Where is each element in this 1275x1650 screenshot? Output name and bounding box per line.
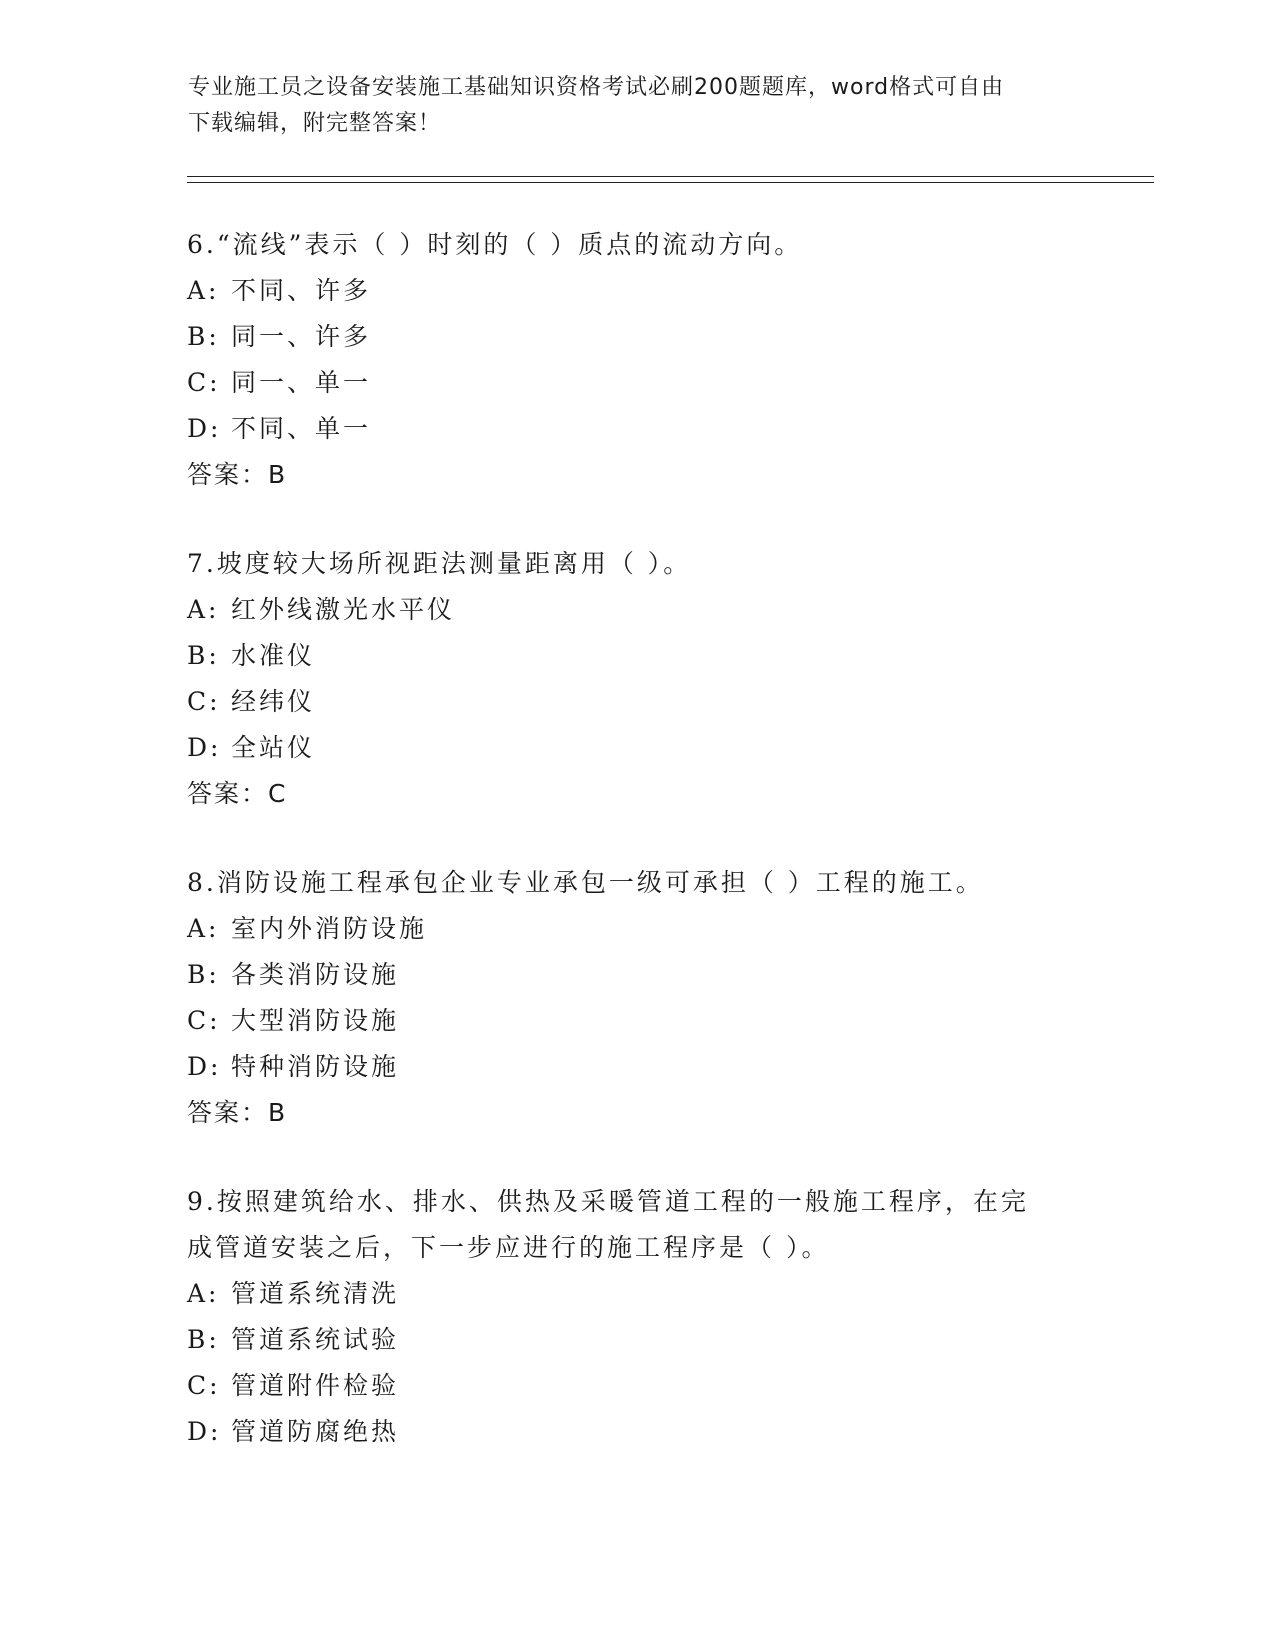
option-text: 特种消防设施 bbox=[231, 1052, 400, 1081]
header-line-1: 专业施工员之设备安装施工基础知识资格考试必刷200题题库，word格式可自由 bbox=[188, 75, 1005, 100]
option-key: D: bbox=[187, 1417, 222, 1446]
option-b bbox=[187, 633, 1087, 679]
header-divider-bottom bbox=[187, 182, 1154, 183]
option-c bbox=[187, 998, 1087, 1044]
option-text: 管道防腐绝热 bbox=[231, 1417, 400, 1446]
question-7 bbox=[187, 541, 1087, 817]
option-c bbox=[187, 1363, 1087, 1409]
option-a bbox=[187, 268, 1087, 314]
option-text: 管道系统清洗 bbox=[231, 1279, 400, 1308]
option-key: D: bbox=[187, 414, 222, 443]
option-a bbox=[187, 587, 1087, 633]
question-6 bbox=[187, 222, 1087, 498]
option-text: 不同、许多 bbox=[231, 276, 372, 305]
option-key: A: bbox=[187, 914, 220, 943]
option-key: C: bbox=[187, 687, 221, 716]
question-9 bbox=[187, 1179, 1087, 1455]
option-text: 不同、单一 bbox=[231, 414, 372, 443]
option-d bbox=[187, 406, 1087, 452]
option-key: C: bbox=[187, 368, 221, 397]
option-c bbox=[187, 360, 1087, 406]
option-key: D: bbox=[187, 733, 222, 762]
option-key: B: bbox=[187, 960, 220, 989]
option-text: 同一、单一 bbox=[231, 368, 372, 397]
option-text: 水准仪 bbox=[231, 641, 316, 670]
option-key: C: bbox=[187, 1371, 221, 1400]
option-d bbox=[187, 1409, 1087, 1455]
option-key: A: bbox=[187, 1279, 220, 1308]
option-key: A: bbox=[187, 276, 220, 305]
answer: 答案：B bbox=[187, 460, 288, 489]
option-text: 管道系统试验 bbox=[231, 1325, 400, 1354]
option-c bbox=[187, 679, 1087, 725]
option-b bbox=[187, 1317, 1087, 1363]
option-a bbox=[187, 906, 1087, 952]
option-key: B: bbox=[187, 1325, 220, 1354]
option-d bbox=[187, 1044, 1087, 1090]
option-text: 管道附件检验 bbox=[231, 1371, 400, 1400]
answer: 答案：C bbox=[187, 779, 288, 808]
question-stem: 7.坡度较大场所视距法测量距离用（ ）。 bbox=[187, 549, 692, 578]
option-d bbox=[187, 725, 1087, 771]
option-text: 大型消防设施 bbox=[231, 1006, 400, 1035]
header-divider-top bbox=[187, 176, 1154, 177]
question-stem: 6.“流线”表示（ ）时刻的（ ）质点的流动方向。 bbox=[187, 230, 803, 259]
option-key: B: bbox=[187, 322, 220, 351]
option-text: 同一、许多 bbox=[231, 322, 372, 351]
option-key: C: bbox=[187, 1006, 221, 1035]
answer: 答案：B bbox=[187, 1098, 288, 1127]
question-stem-line-1: 9.按照建筑给水、排水、供热及采暖管道工程的一般施工程序，在完 bbox=[187, 1187, 1029, 1216]
option-key: A: bbox=[187, 595, 220, 624]
question-stem: 8.消防设施工程承包企业专业承包一级可承担（ ）工程的施工。 bbox=[187, 868, 984, 897]
header-line-2: 下载编辑，附完整答案！ bbox=[188, 111, 442, 136]
option-key: D: bbox=[187, 1052, 222, 1081]
option-key: B: bbox=[187, 641, 220, 670]
question-stem-line-2: 成管道安装之后，下一步应进行的施工程序是（ ）。 bbox=[187, 1233, 830, 1262]
option-b bbox=[187, 314, 1087, 360]
option-text: 各类消防设施 bbox=[231, 960, 400, 989]
option-text: 全站仪 bbox=[231, 733, 316, 762]
option-text: 室内外消防设施 bbox=[231, 914, 428, 943]
option-text: 经纬仪 bbox=[231, 687, 316, 716]
question-8 bbox=[187, 860, 1087, 1136]
option-text: 红外线激光水平仪 bbox=[231, 595, 456, 624]
document-header bbox=[188, 70, 1088, 142]
option-a bbox=[187, 1271, 1087, 1317]
option-b bbox=[187, 952, 1087, 998]
